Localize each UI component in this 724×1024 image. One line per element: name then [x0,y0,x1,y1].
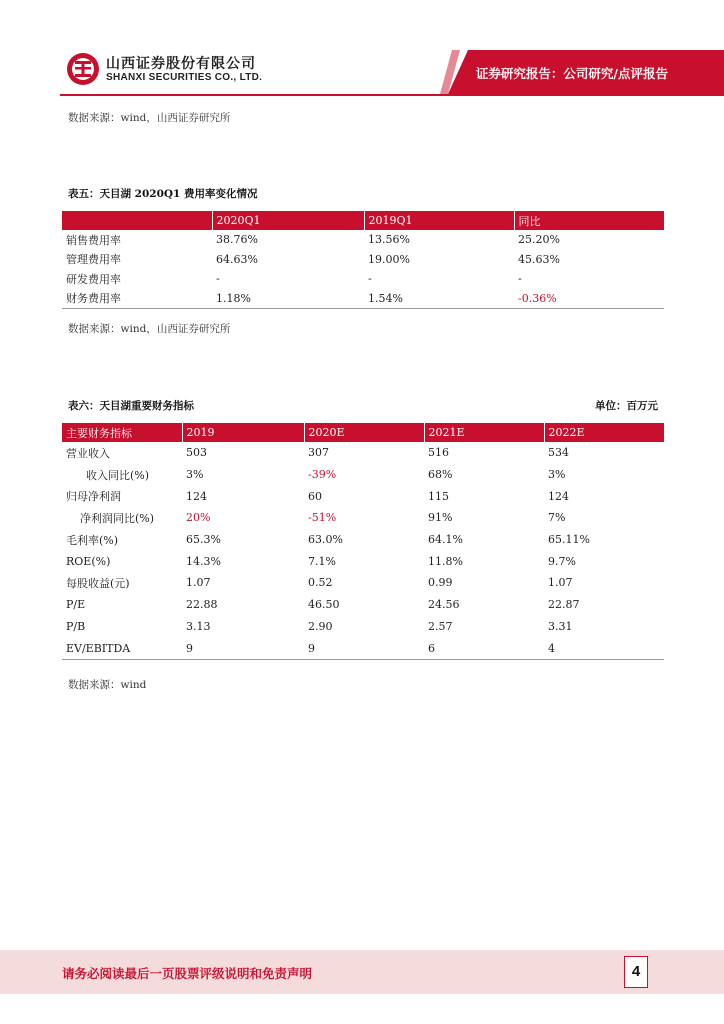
table5-expense-ratios [62,211,664,309]
cell-value: 3% [548,468,566,482]
row-label: EV/EBITDA [62,637,182,659]
cell-value: 45.63% [518,252,560,266]
row-label: 销售费用率 [66,233,121,247]
table-row [62,550,664,572]
cell-value: 1.54% [364,289,514,309]
cell-value: 7% [548,511,566,525]
row-label: 财务费用率 [62,289,212,309]
cell-value: 1.07 [186,576,211,590]
table6-header-row [62,423,664,442]
cell-value: 91% [428,511,453,525]
table-row [62,289,664,309]
table5-header-row [62,211,664,230]
table6-financial-indicators [62,423,664,660]
cell-value: 13.56% [368,233,410,247]
cell-value: 68% [428,468,453,482]
cell-value: - [518,272,522,286]
cell-value: 22.87 [548,598,580,612]
row-label: 收入同比(%) [86,468,150,482]
table-row [62,594,664,616]
cell-value: 65.3% [186,533,221,547]
header-band [0,0,724,100]
cell-value: 25.20% [518,233,560,247]
cell-value: 516 [428,446,449,460]
cell-value: 124 [548,489,569,503]
row-label: ROE(%) [66,554,111,568]
cell-value-negative: -51% [308,511,337,525]
cell-value: 3.13 [186,619,211,633]
table6-col-header: 2019 [182,423,304,442]
cell-value: 307 [308,446,329,460]
table6-col-header: 2021E [424,423,544,442]
cell-value-negative: -0.36% [514,289,664,309]
table-row [62,464,664,486]
page-footer [0,950,724,994]
page-number: 4 [624,956,648,988]
row-label: 营业收入 [66,446,110,460]
cell-value: 2.57 [428,619,453,633]
cell-value: 4 [544,637,664,659]
table5-col-header: 同比 [514,211,664,230]
cell-value: 9 [304,637,424,659]
table-row [62,485,664,507]
cell-value: 1.07 [548,576,573,590]
page-header [0,0,724,100]
cell-value: 11.8% [428,554,463,568]
footer-disclaimer: 请务必阅读最后一页股票评级说明和免责声明 [62,966,313,981]
cell-value: 64.63% [216,252,258,266]
cell-value: 1.18% [212,289,364,309]
table6-col-header: 2020E [304,423,424,442]
cell-value: - [368,272,372,286]
company-name-en: SHANXI SECURITIES CO., LTD. [106,72,263,83]
cell-value: 65.11% [548,533,590,547]
row-label: 归母净利润 [66,490,121,504]
table-row [62,572,664,594]
table-row [62,637,664,659]
sxs-logo-icon [66,52,100,86]
cell-value-negative: -39% [308,468,337,482]
cell-value-highlight: 20% [186,511,211,525]
cell-value: 0.52 [308,576,333,590]
row-label: P/E [66,598,86,612]
cell-value: 14.3% [186,554,221,568]
cell-value: 3% [186,468,204,482]
row-label: P/B [66,619,86,633]
cell-value: - [216,272,220,286]
table5-col-header: 2020Q1 [212,211,364,230]
cell-value: 63.0% [308,533,343,547]
cell-value: 9.7% [548,554,576,568]
table-row [62,442,664,464]
cell-value: 2.90 [308,619,333,633]
cell-value: 0.99 [428,576,453,590]
table-row [62,507,664,529]
cell-value: 64.1% [428,533,463,547]
table5-title: 表五：天目湖 2020Q1 费用率变化情况 [68,188,258,200]
table5-col-header [62,211,212,230]
row-label: 毛利率(%) [66,533,119,547]
cell-value: 503 [186,446,207,460]
cell-value: 24.56 [428,598,460,612]
cell-value: 46.50 [308,598,340,612]
cell-value: 60 [308,489,322,503]
row-label: 研发费用率 [66,272,121,286]
source-note-top: 数据来源：wind，山西证券研究所 [68,112,231,124]
cell-value: 22.88 [186,598,218,612]
row-label: 管理费用率 [66,253,121,267]
row-label: 净利润同比(%) [80,511,155,525]
table6-unit: 单位：百万元 [595,400,658,412]
cell-value: 3.31 [548,619,573,633]
cell-value: 9 [182,637,304,659]
cell-value: 115 [428,489,449,503]
table6-title: 表六：天目湖重要财务指标 [68,400,194,412]
cell-value: 19.00% [368,252,410,266]
cell-value: 534 [548,446,569,460]
table6-col-header: 2022E [544,423,664,442]
header-divider [60,94,724,96]
table5-source: 数据来源：wind，山西证券研究所 [68,323,231,335]
table-row [62,616,664,638]
table5-col-header: 2019Q1 [364,211,514,230]
cell-value: 38.76% [216,233,258,247]
company-name-cn: 山西证券股份有限公司 [106,56,256,72]
table6-col-header: 主要财务指标 [62,423,182,442]
table-row [62,529,664,551]
table-row [62,269,664,289]
cell-value: 7.1% [308,554,336,568]
table-row [62,230,664,250]
row-label: 每股收益(元) [66,576,130,590]
table6-source: 数据来源：wind [68,679,147,691]
table-row [62,250,664,270]
cell-value: 6 [424,637,544,659]
report-type: 证券研究报告：公司研究/点评报告 [475,66,668,81]
cell-value: 124 [186,489,207,503]
